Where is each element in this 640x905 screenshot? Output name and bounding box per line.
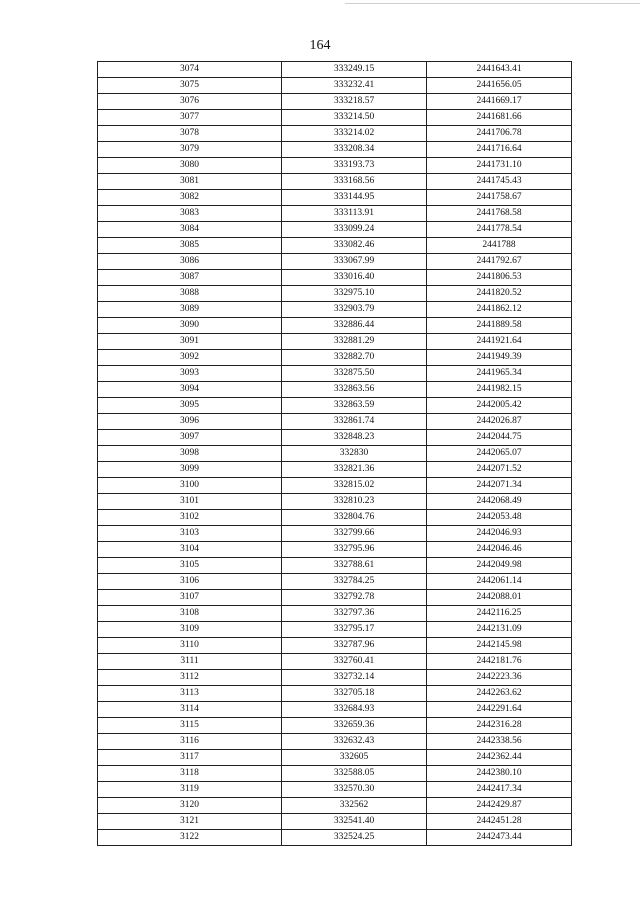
y-coordinate-cell: 2441792.67 xyxy=(427,254,572,270)
table-row xyxy=(98,270,572,286)
x-coordinate-cell: 333168.56 xyxy=(282,174,427,190)
x-coordinate-cell: 333144.95 xyxy=(282,190,427,206)
point-number-cell: 3096 xyxy=(98,414,282,430)
x-coordinate-cell: 333067.99 xyxy=(282,254,427,270)
table-row xyxy=(98,542,572,558)
point-number-cell: 3112 xyxy=(98,670,282,686)
point-number-cell: 3092 xyxy=(98,350,282,366)
point-number-cell: 3094 xyxy=(98,382,282,398)
x-coordinate-cell: 332588.05 xyxy=(282,766,427,782)
y-coordinate-cell: 2442071.34 xyxy=(427,478,572,494)
y-coordinate-cell: 2442068.49 xyxy=(427,494,572,510)
point-number-cell: 3122 xyxy=(98,830,282,846)
table-row xyxy=(98,78,572,94)
y-coordinate-cell: 2441731.10 xyxy=(427,158,572,174)
point-number-cell: 3099 xyxy=(98,462,282,478)
y-coordinate-cell: 2442145.98 xyxy=(427,638,572,654)
y-coordinate-cell: 2442046.93 xyxy=(427,526,572,542)
x-coordinate-cell: 332605 xyxy=(282,750,427,766)
table-row xyxy=(98,238,572,254)
y-coordinate-cell: 2441889.58 xyxy=(427,318,572,334)
point-number-cell: 3121 xyxy=(98,814,282,830)
table-row xyxy=(98,398,572,414)
table-row xyxy=(98,382,572,398)
x-coordinate-cell: 332903.79 xyxy=(282,302,427,318)
y-coordinate-cell: 2441745.43 xyxy=(427,174,572,190)
y-coordinate-cell: 2442061.14 xyxy=(427,574,572,590)
y-coordinate-cell: 2441982.15 xyxy=(427,382,572,398)
y-coordinate-cell: 2442005.42 xyxy=(427,398,572,414)
table-row xyxy=(98,414,572,430)
y-coordinate-cell: 2442065.07 xyxy=(427,446,572,462)
table-row xyxy=(98,222,572,238)
x-coordinate-cell: 333099.24 xyxy=(282,222,427,238)
x-coordinate-cell: 332861.74 xyxy=(282,414,427,430)
point-number-cell: 3097 xyxy=(98,430,282,446)
y-coordinate-cell: 2442223.36 xyxy=(427,670,572,686)
x-coordinate-cell: 332684.93 xyxy=(282,702,427,718)
point-number-cell: 3104 xyxy=(98,542,282,558)
y-coordinate-cell: 2442046.46 xyxy=(427,542,572,558)
table-row xyxy=(98,462,572,478)
y-coordinate-cell: 2442473.44 xyxy=(427,830,572,846)
table-row xyxy=(98,350,572,366)
point-number-cell: 3080 xyxy=(98,158,282,174)
point-number-cell: 3076 xyxy=(98,94,282,110)
point-number-cell: 3095 xyxy=(98,398,282,414)
y-coordinate-cell: 2441921.64 xyxy=(427,334,572,350)
point-number-cell: 3093 xyxy=(98,366,282,382)
table-row xyxy=(98,750,572,766)
x-coordinate-cell: 332975.10 xyxy=(282,286,427,302)
table-row xyxy=(98,206,572,222)
x-coordinate-cell: 332788.61 xyxy=(282,558,427,574)
coordinate-table-body xyxy=(98,62,572,846)
x-coordinate-cell: 333214.50 xyxy=(282,110,427,126)
x-coordinate-cell: 332795.96 xyxy=(282,542,427,558)
table-row xyxy=(98,734,572,750)
x-coordinate-cell: 332882.70 xyxy=(282,350,427,366)
x-coordinate-cell: 332795.17 xyxy=(282,622,427,638)
x-coordinate-cell: 333016.40 xyxy=(282,270,427,286)
point-number-cell: 3079 xyxy=(98,142,282,158)
x-coordinate-cell: 332570.30 xyxy=(282,782,427,798)
x-coordinate-cell: 332810.23 xyxy=(282,494,427,510)
x-coordinate-cell: 332524.25 xyxy=(282,830,427,846)
x-coordinate-cell: 332863.59 xyxy=(282,398,427,414)
table-row xyxy=(98,574,572,590)
y-coordinate-cell: 2442417.34 xyxy=(427,782,572,798)
y-coordinate-cell: 2441949.39 xyxy=(427,350,572,366)
y-coordinate-cell: 2441965.34 xyxy=(427,366,572,382)
point-number-cell: 3115 xyxy=(98,718,282,734)
x-coordinate-cell: 332705.18 xyxy=(282,686,427,702)
table-row xyxy=(98,190,572,206)
point-number-cell: 3074 xyxy=(98,62,282,78)
point-number-cell: 3089 xyxy=(98,302,282,318)
table-row xyxy=(98,494,572,510)
point-number-cell: 3098 xyxy=(98,446,282,462)
x-coordinate-cell: 332881.29 xyxy=(282,334,427,350)
x-coordinate-cell: 332787.96 xyxy=(282,638,427,654)
point-number-cell: 3108 xyxy=(98,606,282,622)
x-coordinate-cell: 332797.36 xyxy=(282,606,427,622)
y-coordinate-cell: 2441643.41 xyxy=(427,62,572,78)
point-number-cell: 3088 xyxy=(98,286,282,302)
table-row xyxy=(98,670,572,686)
y-coordinate-cell: 2441716.64 xyxy=(427,142,572,158)
y-coordinate-cell: 2442044.75 xyxy=(427,430,572,446)
point-number-cell: 3105 xyxy=(98,558,282,574)
table-row xyxy=(98,558,572,574)
x-coordinate-cell: 332875.50 xyxy=(282,366,427,382)
x-coordinate-cell: 332863.56 xyxy=(282,382,427,398)
point-number-cell: 3084 xyxy=(98,222,282,238)
point-number-cell: 3085 xyxy=(98,238,282,254)
y-coordinate-cell: 2441669.17 xyxy=(427,94,572,110)
x-coordinate-cell: 332886.44 xyxy=(282,318,427,334)
x-coordinate-cell: 333218.57 xyxy=(282,94,427,110)
table-row xyxy=(98,62,572,78)
table-row xyxy=(98,446,572,462)
table-row xyxy=(98,510,572,526)
point-number-cell: 3102 xyxy=(98,510,282,526)
x-coordinate-cell: 332821.36 xyxy=(282,462,427,478)
point-number-cell: 3119 xyxy=(98,782,282,798)
y-coordinate-cell: 2442071.52 xyxy=(427,462,572,478)
y-coordinate-cell: 2441778.54 xyxy=(427,222,572,238)
table-row xyxy=(98,686,572,702)
point-number-cell: 3083 xyxy=(98,206,282,222)
y-coordinate-cell: 2442263.62 xyxy=(427,686,572,702)
y-coordinate-cell: 2441656.05 xyxy=(427,78,572,94)
y-coordinate-cell: 2442053.48 xyxy=(427,510,572,526)
y-coordinate-cell: 2442362.44 xyxy=(427,750,572,766)
table-row xyxy=(98,302,572,318)
point-number-cell: 3101 xyxy=(98,494,282,510)
x-coordinate-cell: 332562 xyxy=(282,798,427,814)
x-coordinate-cell: 332784.25 xyxy=(282,574,427,590)
x-coordinate-cell: 333113.91 xyxy=(282,206,427,222)
y-coordinate-cell: 2442026.87 xyxy=(427,414,572,430)
point-number-cell: 3087 xyxy=(98,270,282,286)
table-row xyxy=(98,94,572,110)
table-row xyxy=(98,814,572,830)
y-coordinate-cell: 2442316.28 xyxy=(427,718,572,734)
x-coordinate-cell: 332804.76 xyxy=(282,510,427,526)
x-coordinate-cell: 332760.41 xyxy=(282,654,427,670)
x-coordinate-cell: 333232.41 xyxy=(282,78,427,94)
x-coordinate-cell: 332799.66 xyxy=(282,526,427,542)
top-rule xyxy=(345,3,640,4)
point-number-cell: 3120 xyxy=(98,798,282,814)
point-number-cell: 3106 xyxy=(98,574,282,590)
table-row xyxy=(98,366,572,382)
x-coordinate-cell: 332632.43 xyxy=(282,734,427,750)
y-coordinate-cell: 2441768.58 xyxy=(427,206,572,222)
table-row xyxy=(98,142,572,158)
table-row xyxy=(98,110,572,126)
table-row xyxy=(98,334,572,350)
y-coordinate-cell: 2442451.28 xyxy=(427,814,572,830)
y-coordinate-cell: 2442291.64 xyxy=(427,702,572,718)
point-number-cell: 3082 xyxy=(98,190,282,206)
y-coordinate-cell: 2442429.87 xyxy=(427,798,572,814)
y-coordinate-cell: 2441681.66 xyxy=(427,110,572,126)
coordinate-table xyxy=(97,61,572,846)
x-coordinate-cell: 332541.40 xyxy=(282,814,427,830)
table-row xyxy=(98,606,572,622)
y-coordinate-cell: 2442088.01 xyxy=(427,590,572,606)
x-coordinate-cell: 332830 xyxy=(282,446,427,462)
x-coordinate-cell: 332848.23 xyxy=(282,430,427,446)
table-row xyxy=(98,174,572,190)
table-row xyxy=(98,718,572,734)
table-row xyxy=(98,478,572,494)
point-number-cell: 3113 xyxy=(98,686,282,702)
table-row xyxy=(98,622,572,638)
point-number-cell: 3118 xyxy=(98,766,282,782)
table-row xyxy=(98,430,572,446)
x-coordinate-cell: 332659.36 xyxy=(282,718,427,734)
table-row xyxy=(98,638,572,654)
table-row xyxy=(98,286,572,302)
y-coordinate-cell: 2441862.12 xyxy=(427,302,572,318)
y-coordinate-cell: 2441788 xyxy=(427,238,572,254)
point-number-cell: 3110 xyxy=(98,638,282,654)
point-number-cell: 3111 xyxy=(98,654,282,670)
y-coordinate-cell: 2442181.76 xyxy=(427,654,572,670)
y-coordinate-cell: 2441820.52 xyxy=(427,286,572,302)
table-row xyxy=(98,254,572,270)
point-number-cell: 3107 xyxy=(98,590,282,606)
point-number-cell: 3078 xyxy=(98,126,282,142)
point-number-cell: 3103 xyxy=(98,526,282,542)
y-coordinate-cell: 2442116.25 xyxy=(427,606,572,622)
table-row xyxy=(98,158,572,174)
point-number-cell: 3114 xyxy=(98,702,282,718)
table-row xyxy=(98,126,572,142)
point-number-cell: 3100 xyxy=(98,478,282,494)
point-number-cell: 3109 xyxy=(98,622,282,638)
table-row xyxy=(98,782,572,798)
x-coordinate-cell: 333249.15 xyxy=(282,62,427,78)
x-coordinate-cell: 333208.34 xyxy=(282,142,427,158)
page-number: 164 xyxy=(309,38,331,53)
x-coordinate-cell: 332792.78 xyxy=(282,590,427,606)
x-coordinate-cell: 332815.02 xyxy=(282,478,427,494)
y-coordinate-cell: 2442131.09 xyxy=(427,622,572,638)
y-coordinate-cell: 2441706.78 xyxy=(427,126,572,142)
table-row xyxy=(98,526,572,542)
table-row xyxy=(98,590,572,606)
point-number-cell: 3117 xyxy=(98,750,282,766)
y-coordinate-cell: 2441758.67 xyxy=(427,190,572,206)
y-coordinate-cell: 2441806.53 xyxy=(427,270,572,286)
y-coordinate-cell: 2442380.10 xyxy=(427,766,572,782)
table-row xyxy=(98,702,572,718)
x-coordinate-cell: 333193.73 xyxy=(282,158,427,174)
point-number-cell: 3077 xyxy=(98,110,282,126)
table-row xyxy=(98,318,572,334)
table-row xyxy=(98,766,572,782)
table-row xyxy=(98,654,572,670)
y-coordinate-cell: 2442338.56 xyxy=(427,734,572,750)
table-row xyxy=(98,830,572,846)
y-coordinate-cell: 2442049.98 xyxy=(427,558,572,574)
point-number-cell: 3090 xyxy=(98,318,282,334)
point-number-cell: 3116 xyxy=(98,734,282,750)
table-row xyxy=(98,798,572,814)
point-number-cell: 3086 xyxy=(98,254,282,270)
x-coordinate-cell: 333214.02 xyxy=(282,126,427,142)
x-coordinate-cell: 333082.46 xyxy=(282,238,427,254)
point-number-cell: 3075 xyxy=(98,78,282,94)
point-number-cell: 3091 xyxy=(98,334,282,350)
x-coordinate-cell: 332732.14 xyxy=(282,670,427,686)
point-number-cell: 3081 xyxy=(98,174,282,190)
